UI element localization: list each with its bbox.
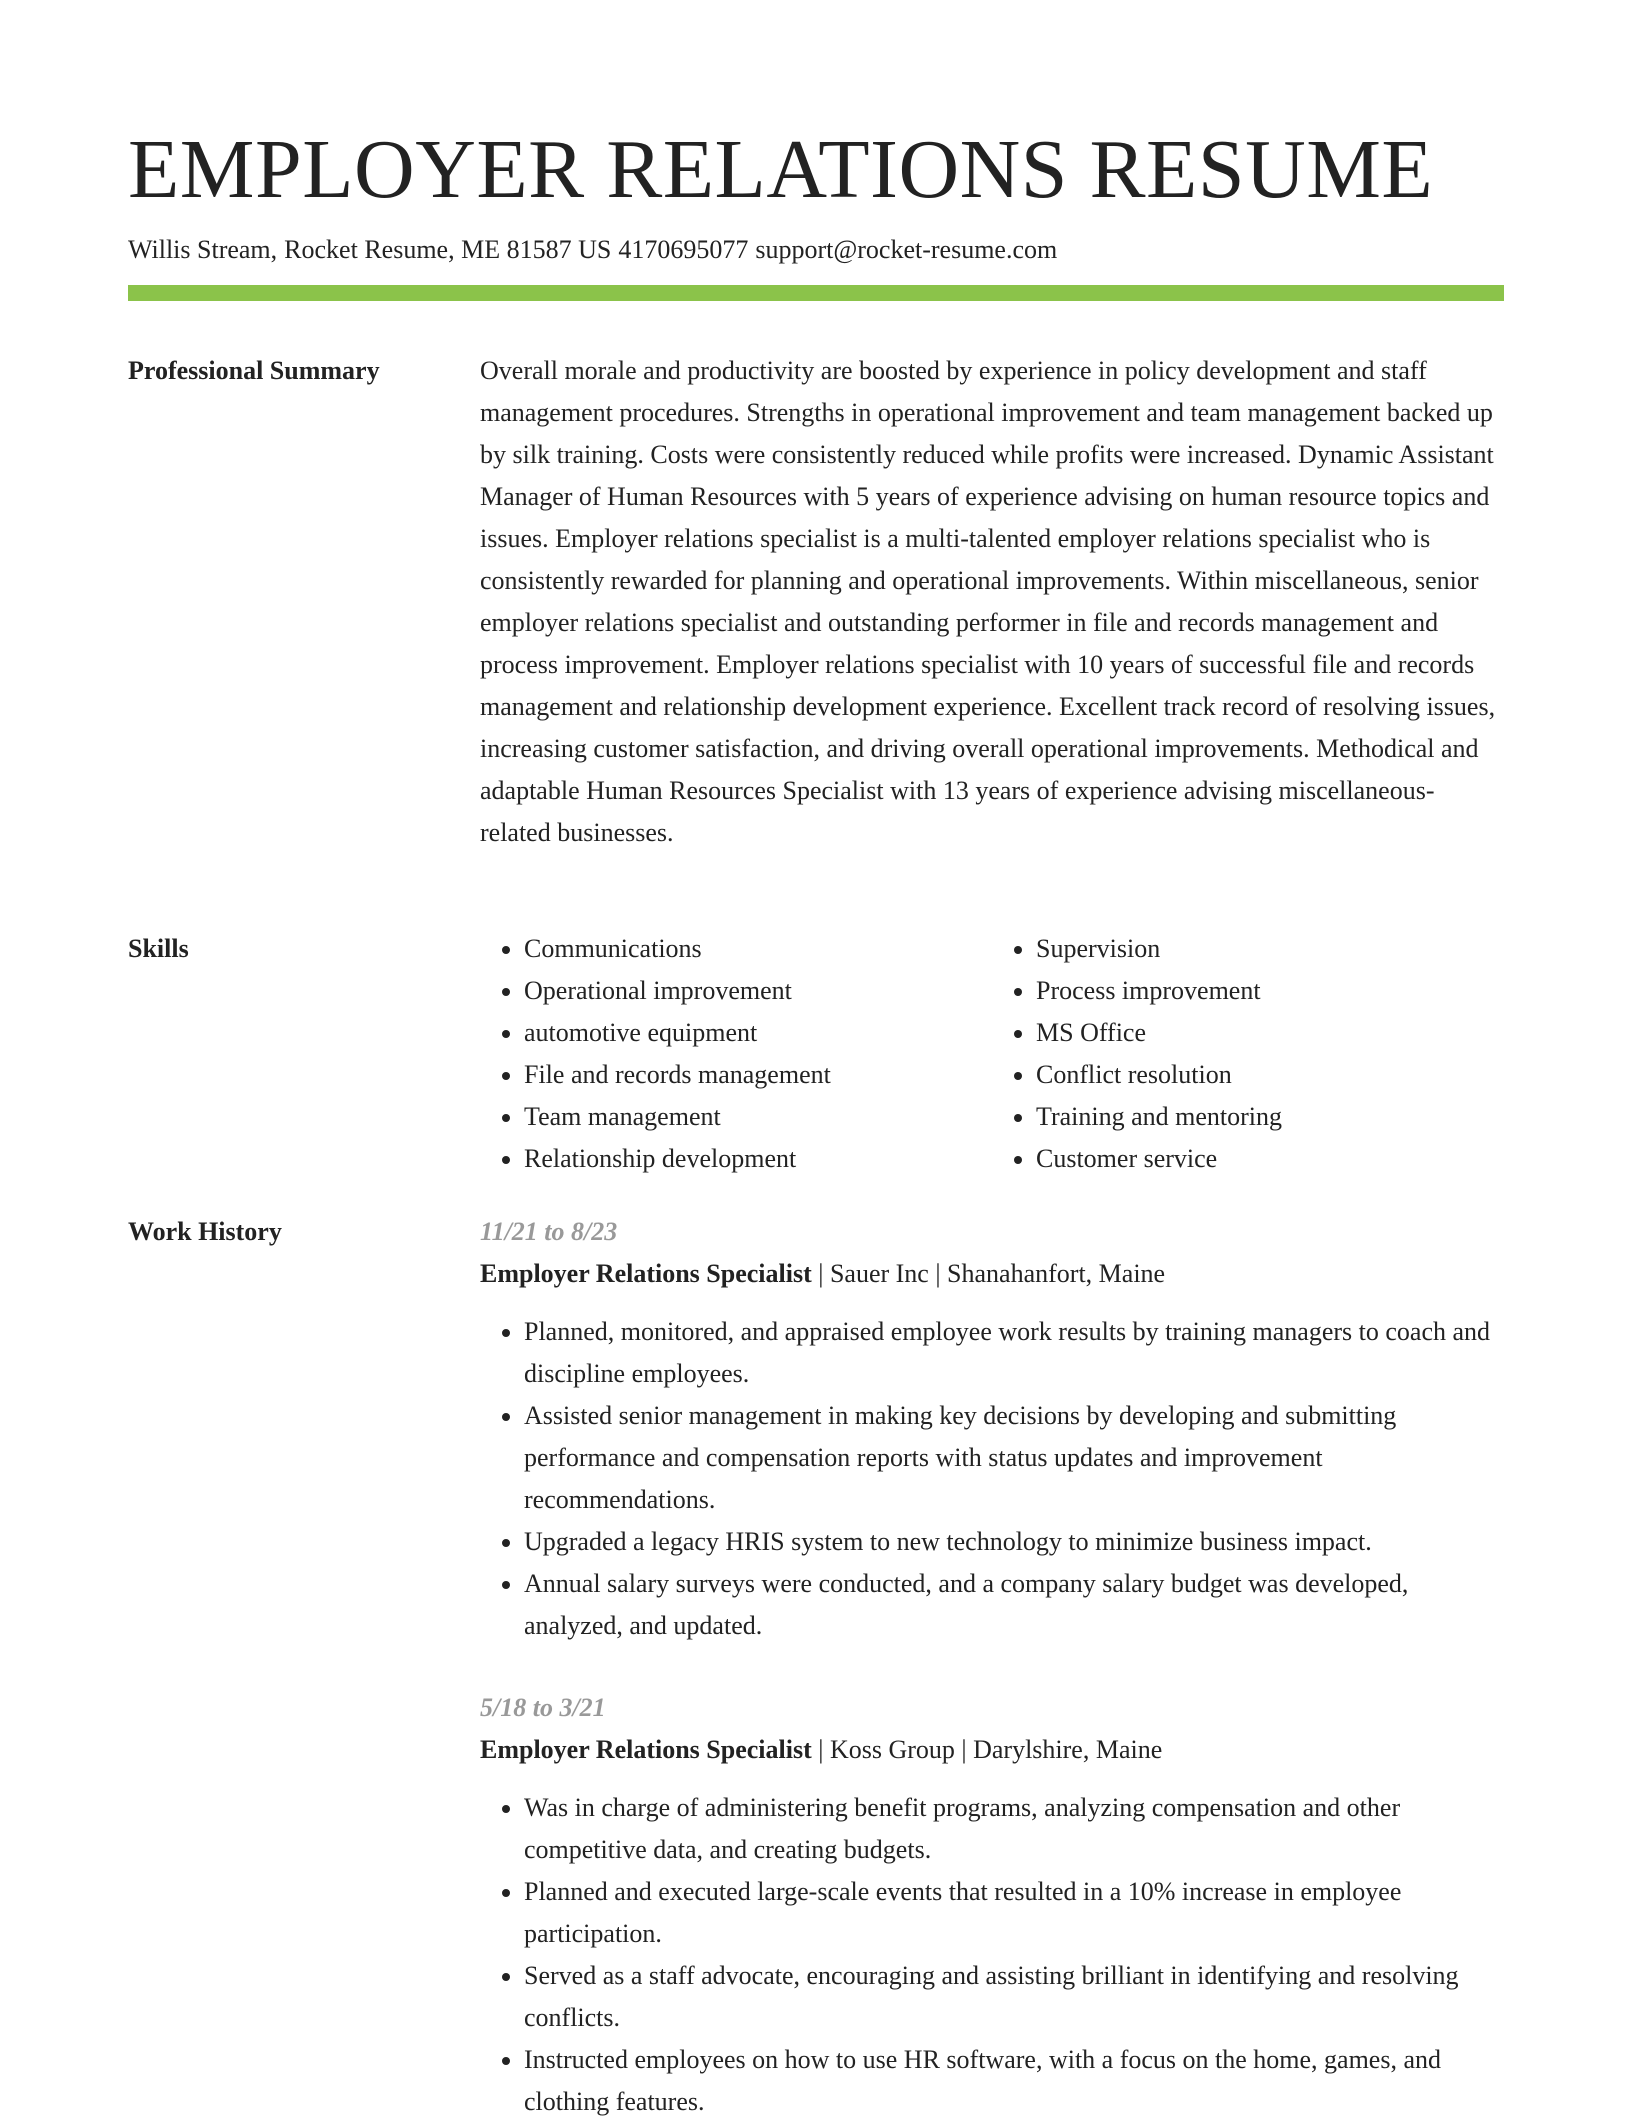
- skill-item: • Communications: [524, 928, 992, 970]
- skills-heading: Skills: [128, 934, 189, 963]
- work-history-heading: Work History: [128, 1217, 282, 1246]
- skill-item: • Relationship development: [524, 1138, 992, 1180]
- summary-heading: Professional Summary: [128, 356, 380, 385]
- contact-name: Willis Stream,: [128, 235, 278, 264]
- job-bullet: • Planned, monitored, and appraised employee work results by training managers to coach and discipline employees.: [524, 1311, 1504, 1395]
- job-bullet: • Assisted senior management in making key decisions by developing and submitting performance and compensation reports with status updates and improvement recommendations.: [524, 1395, 1504, 1521]
- job-details: | Sauer Inc | Shanahanfort, Maine: [811, 1259, 1166, 1288]
- job-dates: 5/18 to 3/21: [480, 1693, 606, 1722]
- skill-item: • Training and mentoring: [1036, 1096, 1504, 1138]
- job-bullet: • Was in charge of administering benefit programs, analyzing compensation and other competitive data, and creating budgets.: [524, 1787, 1504, 1871]
- skill-item: • Operational improvement: [524, 970, 992, 1012]
- work-history-body: [480, 1211, 1504, 2123]
- skill-item: • Customer service: [1036, 1138, 1504, 1180]
- job-bullet: • Annual salary surveys were conducted, and a company salary budget was developed, analyzed, and updated.: [524, 1563, 1504, 1647]
- skills-list-right: [992, 928, 1504, 1180]
- contact-email: support@rocket-resume.com: [755, 235, 1058, 264]
- job-bullet: • Planned and executed large-scale events that resulted in a 10% increase in employee participation.: [524, 1871, 1504, 1955]
- job-title: Employer Relations Specialist: [480, 1259, 812, 1288]
- job-entry: [480, 1687, 1504, 2123]
- summary-text: Overall morale and productivity are boosted by experience in policy development and staff management procedures. Strengths in operational improvement and team management backed up by silk training. Costs were consistently reduced while profits were increased. Dynamic Assistant Manager of Human Resources with 5 years of experience advising on human resource topics and issues. Employer relations specialist is a multi-talented employer relations specialist who is consistently rewarded for planning and operational improvements. Within miscellaneous, senior employer relations specialist and outstanding performer in file and records management and process improvement. Employer relations specialist with 10 years of successful file and records management and relationship development experience. Excellent track record of resolving issues, increasing customer satisfaction, and driving overall operational improvements. Methodical and adaptable Human Resources Specialist with 13 years of experience advising miscellaneous-related businesses.: [480, 356, 1496, 847]
- contact-location: Rocket Resume, ME 81587 US: [284, 235, 612, 264]
- skill-item: • Conflict resolution: [1036, 1054, 1504, 1096]
- summary-body: [480, 350, 1504, 854]
- job-bullet: • Instructed employees on how to use HR software, with a focus on the home, games, and clothing features.: [524, 2039, 1504, 2123]
- skills-columns: [480, 928, 1504, 1180]
- skill-item: • Process improvement: [1036, 970, 1504, 1012]
- job-dates: 11/21 to 8/23: [480, 1217, 618, 1246]
- skill-item: • Supervision: [1036, 928, 1504, 970]
- job-bullet: • Upgraded a legacy HRIS system to new technology to minimize business impact.: [524, 1521, 1504, 1563]
- skills-list-left: [480, 928, 992, 1180]
- job-title: Employer Relations Specialist: [480, 1735, 812, 1764]
- job-bullets: [480, 1311, 1504, 1647]
- job-bullets: [480, 1787, 1504, 2123]
- skill-item: • File and records management: [524, 1054, 992, 1096]
- skill-item: • MS Office: [1036, 1012, 1504, 1054]
- accent-divider: [128, 285, 1504, 301]
- job-details: | Koss Group | Darylshire, Maine: [811, 1735, 1163, 1764]
- resume-title: EMPLOYER RELATIONS RESUME: [128, 123, 1434, 216]
- job-entry: [480, 1211, 1504, 1647]
- job-bullet: • Served as a staff advocate, encouraging and assisting brilliant in identifying and resolving conflicts.: [524, 1955, 1504, 2039]
- job-header: [480, 1729, 1504, 1771]
- contact-phone: 4170695077: [618, 235, 749, 264]
- skill-item: • automotive equipment: [524, 1012, 992, 1054]
- skill-item: • Team management: [524, 1096, 992, 1138]
- contact-line: [128, 232, 1064, 268]
- skills-body: [480, 928, 1504, 1180]
- job-header: [480, 1253, 1504, 1295]
